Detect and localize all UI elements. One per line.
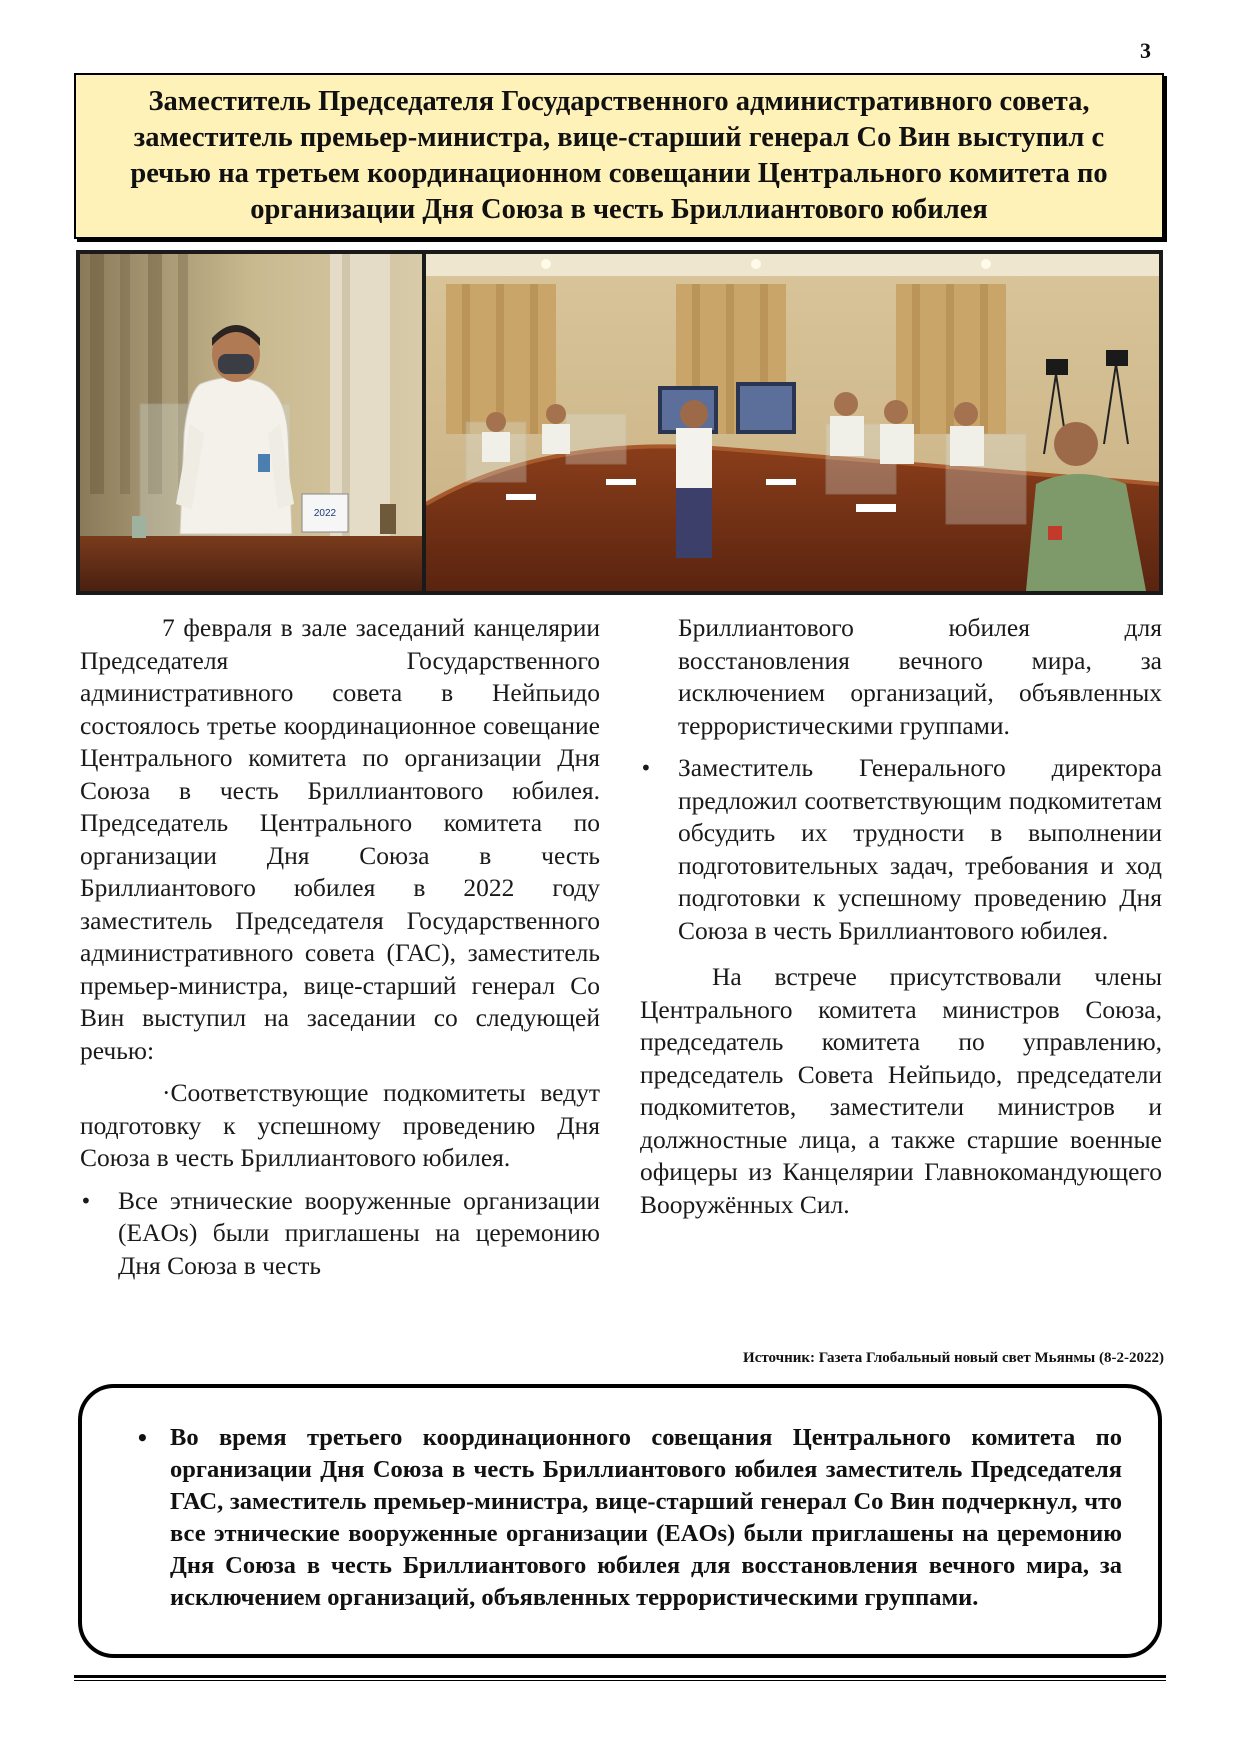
bottom-rule <box>74 1675 1166 1681</box>
article-column-left <box>80 612 600 1296</box>
page-number: 3 <box>1140 38 1151 63</box>
photo-meeting-room <box>426 254 1159 591</box>
article-point-1: ·Соответствующие подкомитеты ведут подготовку к успешному проведению Дня Союза в честь Бриллиантового юбилея. <box>80 1078 600 1172</box>
article-column-right <box>640 612 1162 1221</box>
title-box <box>74 73 1164 239</box>
article-title: Заместитель Председателя Государственного административного совета, заместитель премьер-министра, вице-старший генерал Со Вин выступил с речью на третьем координационном совещании Центрального комитета по организации Дня Союза в честь Бриллиантового юбилея <box>130 86 1108 225</box>
photo-strip <box>76 250 1163 595</box>
source-citation: Источник: Газета Глобальный новый свет Мьянмы (8-2-2022) <box>743 1350 1164 1366</box>
article-closing-paragraph: На встрече присутствовали члены Центрального комитета министров Союза, председатель комитета по управлению, председатель Совета Нейпьидо, председатели подкомитетов, заместители министров и должностные лица, а также старшие военные офицеры из Канцелярии Главнокомандующего Вооружённых Сил. <box>640 962 1162 1219</box>
nameplate-year: 2022 <box>313 508 337 519</box>
bullet-eaos-invited-continued: Бриллиантового юбилея для восстановления вечного мира, за исключением организаций, объявленных террористическими группами. <box>678 613 1162 740</box>
photo-speaker <box>80 254 422 591</box>
summary-list <box>136 1422 1122 1614</box>
article-intro-paragraph: 7 февраля в зале заседаний канцелярии Председателя Государственного административного совета в Нейпьидо состоялось третье координационное совещание Центрального комитета по организации Дня Союза в честь Бриллиантового юбилея. Председатель Центрального комитета по организации Дня Союза в честь Бриллиантового юбилея в 2022 году заместитель Председателя Государственного административного совета (ГАС), заместитель премьер-министра, вице-старший генерал Со Вин выступил на заседании со следующей речью: <box>80 613 600 1065</box>
bullet-list-right <box>640 752 1162 947</box>
bullet-eaos-invited: • Все этнические вооруженные организации (EAOs) были приглашены на церемонию Дня Союза в честь <box>118 1185 600 1283</box>
summary-box <box>78 1384 1162 1658</box>
bullet-deputy-director: • Заместитель Генерального директора предложил соответствующим подкомитетам обсудить их трудности в выполнении подготовительных задач, требования и ход подготовки к успешному проведению Дня Союза в честь Бриллиантового юбилея. <box>678 752 1162 947</box>
bullet-list-left <box>80 1185 600 1283</box>
summary-text: • Во время третьего координационного совещания Центрального комитета по организации Дня Союза в честь Бриллиантового юбилея заместитель Председателя ГАС, заместитель премьер-министра, вице-старший генерал Со Вин подчеркнул, что все этнические вооруженные организации (EAOs) были приглашены на церемонию Дня Союза в честь Бриллиантового юбилея для восстановления вечного мира, за исключением организаций, объявленных террористическими группами. <box>170 1422 1122 1614</box>
